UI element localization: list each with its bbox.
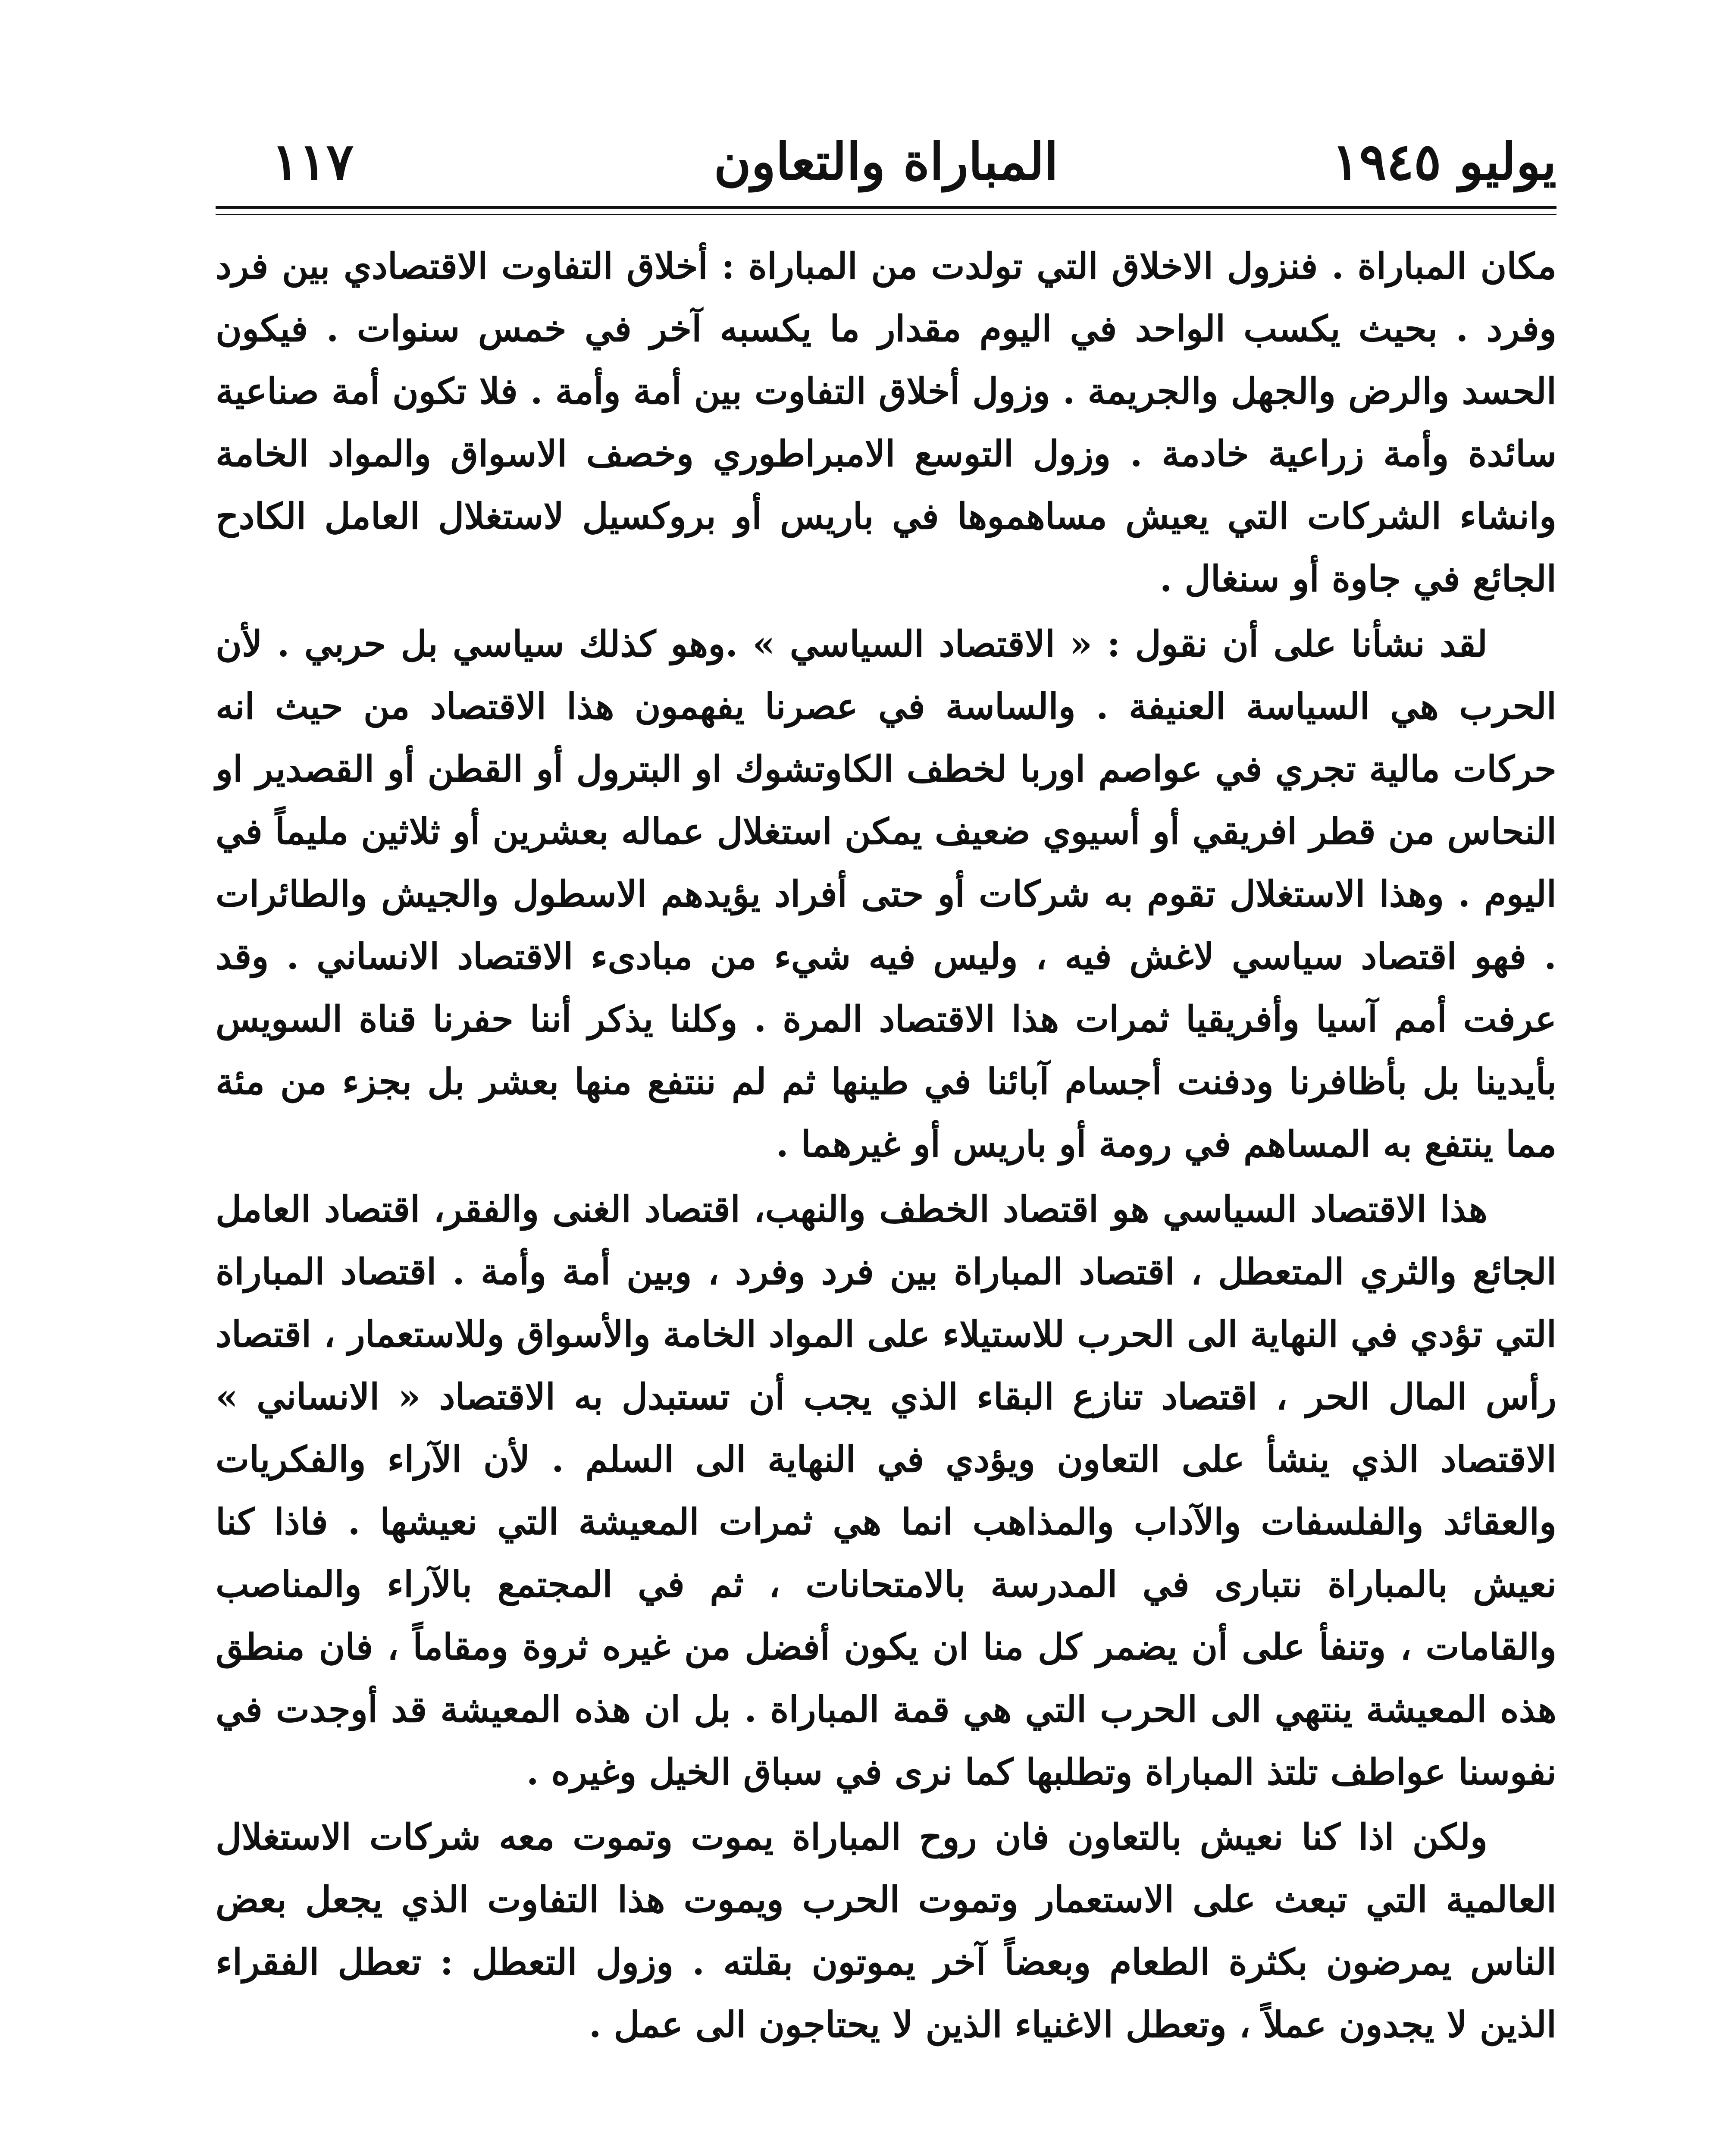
header-rule (216, 206, 1556, 209)
header-date: يوليو ١٩٤٥ (1332, 132, 1556, 191)
paragraph-1: مكان المباراة . فنزول الاخلاق التي تولدت من المباراة : أخلاق التفاوت الاقتصادي بين فرد وفرد . بحيث يكسب الواحد في اليوم مقدار ما يكسبه آخر في خمس سنوات . فيكون الحسد والرض والجهل والجريمة . وزول أخلاق التفاوت بين أمة وأمة . فلا تكون أمة صناعية سائدة وأمة زراعية خادمة . وزول التوسع الامبراطوري وخصف الاسواق والمواد الخامة وانشاء الشركات التي يعيش مساهموها في باريس أو بروكسيل لاستغلال العامل الكادح الجائع في جاوة أو سنغال . (216, 245, 1556, 600)
article-body (216, 235, 1556, 2156)
paragraph-4: ولكن اذا كنا نعيش بالتعاون فان روح المباراة يموت وتموت معه شركات الاستغلال العالمية التي تبعث على الاستعمار وتموت الحرب ويموت هذا التفاوت الذي يجعل بعض الناس يمرضون بكثرة الطعام وبعضاً آخر يموتون بقلته . وزول التعطل : تعطل الفقراء الذين لا يجدون عملاً ، وتعطل الاغنياء الذين لا يحتاجون الى عمل . (216, 1816, 1556, 2046)
paragraph-2: لقد نشأنا على أن نقول : « الاقتصاد السياسي » .وهو كذلك سياسي بل حربي . لأن الحرب هي السياسة العنيفة . والساسة في عصرنا يفهمون هذا الاقتصاد من حيث انه حركات مالية تجري في عواصم اوربا لخطف الكاوتشوك او البترول أو القطن أو القصدير او النحاس من قطر افريقي أو أسيوي ضعيف يمكن استغلال عماله بعشرين أو ثلاثين مليماً في اليوم . وهذا الاستغلال تقوم به شركات أو حتى أفراد يؤيدهم الاسطول والجيش والطائرات . فهو اقتصاد سياسي لاغش فيه ، وليس فيه شيء من مبادىء الاقتصاد الانساني . وقد عرفت أمم آسيا وأفريقيا ثمرات هذا الاقتصاد المرة . وكلنا يذكر أننا حفرنا قناة السويس بأيدينا بل بأظافرنا ودفنت أجسام آبائنا في طينها ثم لم ننتفع منها بعشر بل بجزء من مئة مما ينتفع به المساهم في رومة أو باريس أو غيرهما . (216, 623, 1556, 1165)
header-title: المباراة والتعاون (714, 132, 1059, 191)
paragraph-3: هذا الاقتصاد السياسي هو اقتصاد الخطف والنهب، اقتصاد الغنى والفقر، اقتصاد العامل الجائع والثري المتعطل ، اقتصاد المباراة بين فرد وفرد ، وبين أمة وأمة . اقتصاد المباراة التي تؤدي في النهاية الى الحرب للاستيلاء على المواد الخامة والأسواق وللاستعمار ، اقتصاد رأس المال الحر ، اقتصاد تنازع البقاء الذي يجب أن تستبدل به الاقتصاد « الانساني » الاقتصاد الذي ينشأ على التعاون ويؤدي في النهاية الى السلم . لأن الآراء والفكريات والعقائد والفلسفات والآداب والمذاهب انما هي ثمرات المعيشة التي نعيشها . فاذا كنا نعيش بالمباراة نتبارى في المدرسة بالامتحانات ، ثم في المجتمع بالآراء والمناصب والقامات ، وتنفأ على أن يضمر كل منا ان يكون أفضل من غيره ثروة ومقاماً ، فان منطق هذه المعيشة ينتهي الى الحرب التي هي قمة المباراة . بل ان هذه المعيشة قد أوجدت في نفوسنا عواطف تلتذ المباراة وتطلبها كما نرى في سباق الخيل وغيره . (216, 1188, 1556, 1793)
header-rule-thin (216, 214, 1556, 215)
page-header (216, 129, 1556, 203)
page-number: ١١٧ (272, 132, 354, 191)
